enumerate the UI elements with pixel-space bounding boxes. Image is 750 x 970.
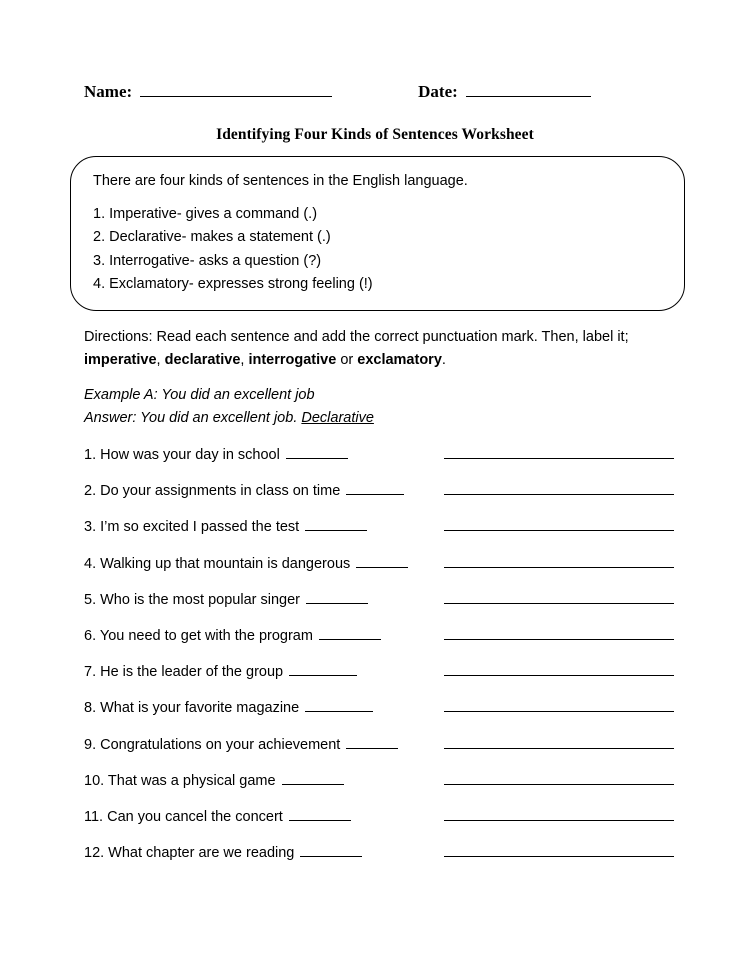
punctuation-blank[interactable] — [289, 663, 357, 676]
sentence-kinds-list — [93, 203, 662, 297]
list-item: 3. Interrogative- asks a question (?) — [93, 252, 322, 269]
punctuation-blank[interactable] — [319, 627, 381, 640]
table-row — [84, 446, 674, 482]
question-text: 7. He is the leader of the group — [84, 664, 284, 681]
punctuation-blank[interactable] — [289, 808, 351, 821]
example-block — [84, 384, 666, 431]
question-text: 4. Walking up that mountain is dangerous — [84, 555, 351, 572]
example-answer-label: Declarative — [301, 410, 374, 427]
table-row — [84, 591, 674, 627]
directions-end: . — [441, 352, 446, 369]
question-text: 11. Can you cancel the concert — [84, 808, 283, 825]
table-row — [84, 699, 674, 735]
table-row — [84, 627, 674, 663]
header-fields — [84, 82, 666, 102]
directions-sep1: , — [156, 352, 165, 369]
answer-blank[interactable] — [444, 772, 674, 785]
term-exclamatory: exclamatory — [357, 352, 442, 369]
punctuation-blank[interactable] — [282, 772, 344, 785]
question-text: 9. Congratulations on your achievement — [84, 736, 341, 753]
example-line: Example A: You did an excellent job — [84, 387, 315, 403]
list-item: 2. Declarative- makes a statement (.) — [93, 229, 331, 246]
page-title: Identifying Four Kinds of Sentences Worksheet — [216, 126, 534, 143]
table-row — [84, 736, 674, 772]
table-row — [84, 482, 674, 518]
list-item: 4. Exclamatory- expresses strong feeling (!) — [93, 276, 373, 293]
question-text: 8. What is your favorite magazine — [84, 700, 300, 717]
info-intro: There are four kinds of sentences in the English language. — [93, 173, 468, 189]
answer-blank[interactable] — [444, 591, 674, 604]
punctuation-blank[interactable] — [306, 591, 368, 604]
date-field — [418, 82, 591, 102]
term-imperative: imperative — [84, 352, 157, 369]
term-declarative: declarative — [164, 352, 241, 369]
question-text: 12. What chapter are we reading — [84, 845, 295, 862]
question-text: 3. I’m so excited I passed the test — [84, 519, 300, 536]
question-list — [84, 446, 674, 880]
punctuation-blank[interactable] — [356, 555, 408, 568]
table-row — [84, 844, 674, 880]
question-text: 2. Do your assignments in class on time — [84, 483, 341, 500]
table-row — [84, 772, 674, 808]
punctuation-blank[interactable] — [305, 699, 373, 712]
name-label: Name: — [84, 82, 133, 101]
table-row — [84, 663, 674, 699]
example-answer-prefix: Answer: You did an excellent job. — [84, 410, 302, 427]
directions-sep2: , — [240, 352, 249, 369]
example-answer-line — [84, 407, 666, 430]
table-row — [84, 518, 674, 554]
directions-text — [84, 326, 666, 373]
answer-blank[interactable] — [444, 663, 674, 676]
punctuation-blank[interactable] — [346, 482, 404, 495]
name-field — [84, 82, 332, 102]
date-label: Date: — [418, 82, 458, 101]
answer-blank[interactable] — [444, 699, 674, 712]
list-item: 1. Imperative- gives a command (.) — [93, 206, 318, 222]
table-row — [84, 808, 674, 844]
answer-blank[interactable] — [444, 844, 674, 857]
question-text: 1. How was your day in school — [84, 447, 280, 463]
question-text: 10. That was a physical game — [84, 772, 276, 789]
answer-blank[interactable] — [444, 808, 674, 821]
date-write-line[interactable] — [466, 82, 591, 97]
punctuation-blank[interactable] — [346, 736, 398, 749]
directions-sep3: or — [336, 352, 358, 369]
question-text: 6. You need to get with the program — [84, 627, 313, 644]
answer-blank[interactable] — [444, 555, 674, 568]
answer-blank[interactable] — [444, 736, 674, 749]
table-row — [84, 555, 674, 591]
info-box — [70, 156, 685, 311]
name-write-line[interactable] — [140, 82, 332, 97]
answer-blank[interactable] — [444, 627, 674, 640]
punctuation-blank[interactable] — [300, 844, 362, 857]
answer-blank[interactable] — [444, 518, 674, 531]
punctuation-blank[interactable] — [305, 518, 367, 531]
answer-blank[interactable] — [444, 482, 674, 495]
question-text: 5. Who is the most popular singer — [84, 591, 300, 608]
term-interrogative: interrogative — [248, 352, 337, 369]
answer-blank[interactable] — [444, 446, 674, 459]
punctuation-blank[interactable] — [286, 446, 348, 459]
directions-part1: Directions: Read each sentence and add the correct punctuation mark. Then, label it; — [84, 329, 629, 345]
